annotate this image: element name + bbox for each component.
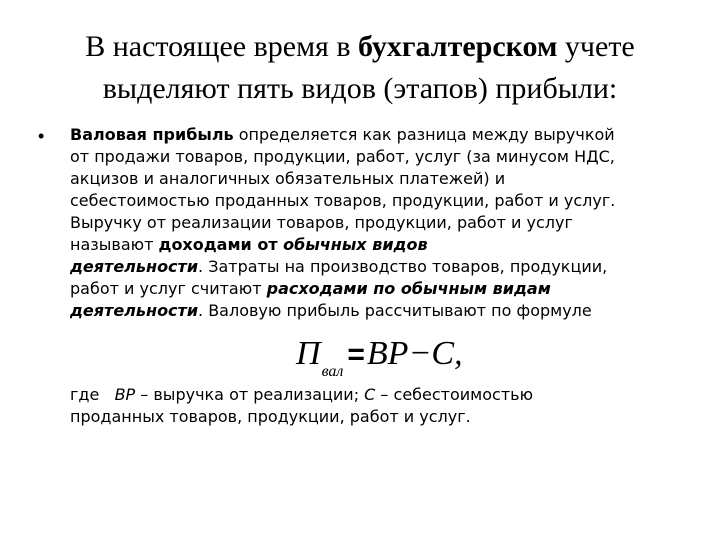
paragraph-text: . Затраты на производство товаров, продукции, [198,257,608,276]
slide-title [40,26,680,110]
term-ordinary-activities: обычных видов [283,235,428,254]
paragraph-line [70,278,700,300]
paragraph-line: себестоимостью проданных товаров, продукции, работ и услуг. [70,191,616,210]
term-expenses: расходами по обычным видам [266,279,551,298]
paragraph-line: Выручку от реализации товаров, продукции, работ и услуг [70,213,573,232]
formula-rhs: ВР−С, [366,335,463,372]
legend-text: – выручка от реализации; [135,385,365,404]
legend-text: – себестоимостью [375,385,534,404]
paragraph-line: от продажи товаров, продукции, работ, услуг (за минусом НДС, [70,147,615,166]
title-line-1 [40,26,680,68]
formula-legend [70,384,700,428]
paragraph-line [70,256,700,278]
term-activity: деятельности [70,257,199,276]
term-income: доходами от [158,235,284,254]
bullet-icon: • [38,126,45,146]
title-bold-term: бухгалтерском [358,30,558,63]
legend-line: проданных товаров, продукции, работ и услуг. [70,407,471,426]
paragraph-line [70,124,700,146]
legend-var-c: С [364,385,376,404]
paragraph-text: работ и услуг считают [70,279,267,298]
title-line-2: выделяют пять видов (этапов) прибыли: [102,72,618,105]
bullet-paragraph [70,124,700,322]
paragraph-text: называют [70,235,159,254]
gross-profit-formula [296,334,463,380]
paragraph-line [70,300,700,322]
paragraph-text: . Валовую прибыль рассчитывают по формуле [198,301,592,320]
formula-lhs-subscript: вал [321,363,344,380]
title-text: В настоящее время в [85,30,359,63]
paragraph-line [70,234,700,256]
legend-var-vr: ВР [114,385,136,404]
term-gross-profit: Валовая прибыль [70,125,234,144]
legend-line [70,384,700,406]
term-activity: деятельности [70,301,199,320]
paragraph-text: определяется как разница между выручкой [233,125,615,144]
formula-lhs: П [296,335,321,372]
formula-equals: = [347,338,365,371]
paragraph-line: акцизов и аналогичных обязательных платежей) и [70,169,506,188]
title-text: учете [557,30,635,63]
legend-text: где [70,385,115,404]
